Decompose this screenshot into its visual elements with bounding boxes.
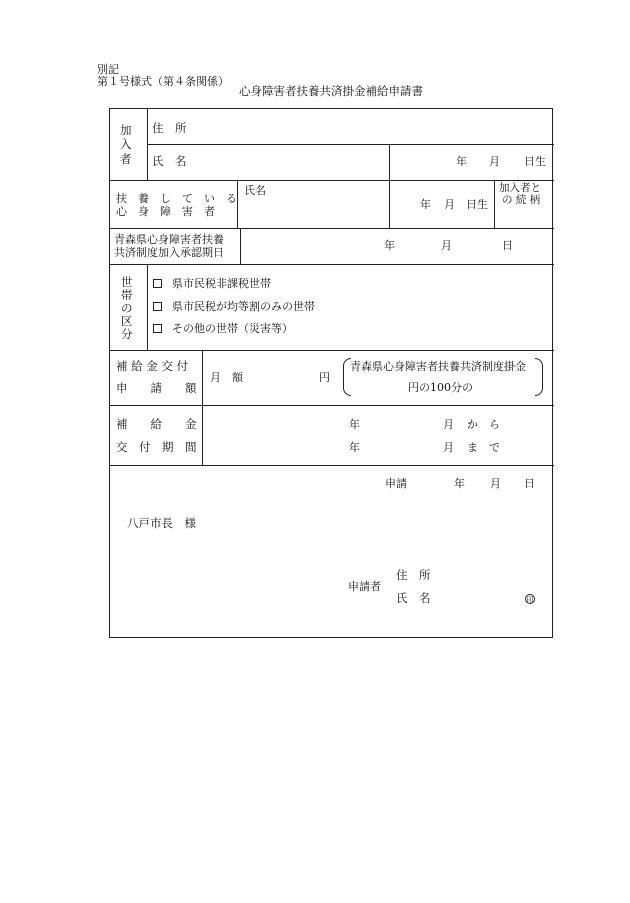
relation-label-line1: 加入者と (499, 182, 541, 194)
form-number: 第１号様式（第４条関係） (97, 75, 229, 88)
premium-note-line2: 円の100分の (408, 381, 473, 394)
household-option[interactable]: その他の世帯（災害等） (153, 323, 293, 334)
member-birth-month: 月 (489, 155, 500, 168)
dependent-label-line2: 心 身 障 害 者 (116, 205, 215, 218)
checkbox[interactable] (153, 302, 162, 311)
dependent-birth-day: 日生 (466, 198, 488, 211)
dependent-name-label: 氏名 (244, 184, 266, 197)
seal-mark (525, 593, 535, 604)
application-year: 年 (454, 477, 465, 490)
approval-label-line2: 共済制度加入承認期日 (114, 246, 224, 259)
monthly-amount-label: 月 額 (210, 371, 243, 384)
dependent-birth-year: 年 (420, 198, 431, 211)
approval-month: 月 (441, 239, 452, 252)
application-form (109, 108, 553, 638)
addressee: 八戸市長 様 (127, 516, 196, 530)
annex-label: 別記 (97, 63, 119, 76)
applicant-address-label: 住 所 (396, 568, 431, 582)
seal-icon: 印 (526, 596, 534, 604)
application-day: 日 (524, 477, 535, 490)
period-label-line2: 交 付 期 間 (116, 440, 197, 454)
period-to-month: 月 (443, 441, 454, 454)
application-date-label: 申請 (385, 477, 407, 490)
period-label-line1: 補 給 金 (116, 417, 197, 431)
dependent-label-line1: 扶 養 し て い る (116, 192, 237, 205)
household-option[interactable]: 県市民税非課税世帯 (153, 278, 271, 289)
household-option[interactable]: 県市民税が均等割のみの世帯 (153, 301, 315, 312)
period-from-year: 年 (349, 418, 360, 431)
approval-label-line1: 青森県心身障害者扶養 (114, 233, 224, 246)
amount-label-line1: 補 給 金 交 付 (116, 359, 189, 373)
applicant-name-label: 氏 名 (396, 591, 431, 605)
amount-label-line2: 申 請 額 (116, 381, 197, 395)
member-address-label: 住 所 (152, 121, 187, 135)
period-from-suffix: か ら (467, 418, 500, 431)
application-month: 月 (490, 477, 501, 490)
close-bracket (535, 358, 543, 396)
relation-label-line2: の 続 柄 (502, 194, 541, 206)
member-birth-day: 日生 (524, 155, 546, 168)
yen-unit: 円 (319, 371, 330, 384)
member-name-label: 氏 名 (152, 154, 187, 168)
household-label: 世 帯 の 区 分 (121, 275, 133, 341)
approval-year: 年 (384, 239, 395, 252)
dependent-birth-month: 月 (444, 198, 455, 211)
checkbox[interactable] (153, 324, 162, 333)
form-title: 心身障害者扶養共済掛金補給申請書 (239, 84, 423, 98)
applicant-label: 申請者 (348, 580, 381, 593)
member-label: 加 入 者 (120, 123, 132, 166)
member-birth-year: 年 (456, 155, 467, 168)
period-to-suffix: ま で (467, 441, 500, 454)
period-from-month: 月 (443, 418, 454, 431)
checkbox[interactable] (153, 279, 162, 288)
premium-note-line1: 青森県心身障害者扶養共済制度掛金 (350, 360, 526, 373)
period-to-year: 年 (349, 441, 360, 454)
approval-day: 日 (502, 239, 513, 252)
